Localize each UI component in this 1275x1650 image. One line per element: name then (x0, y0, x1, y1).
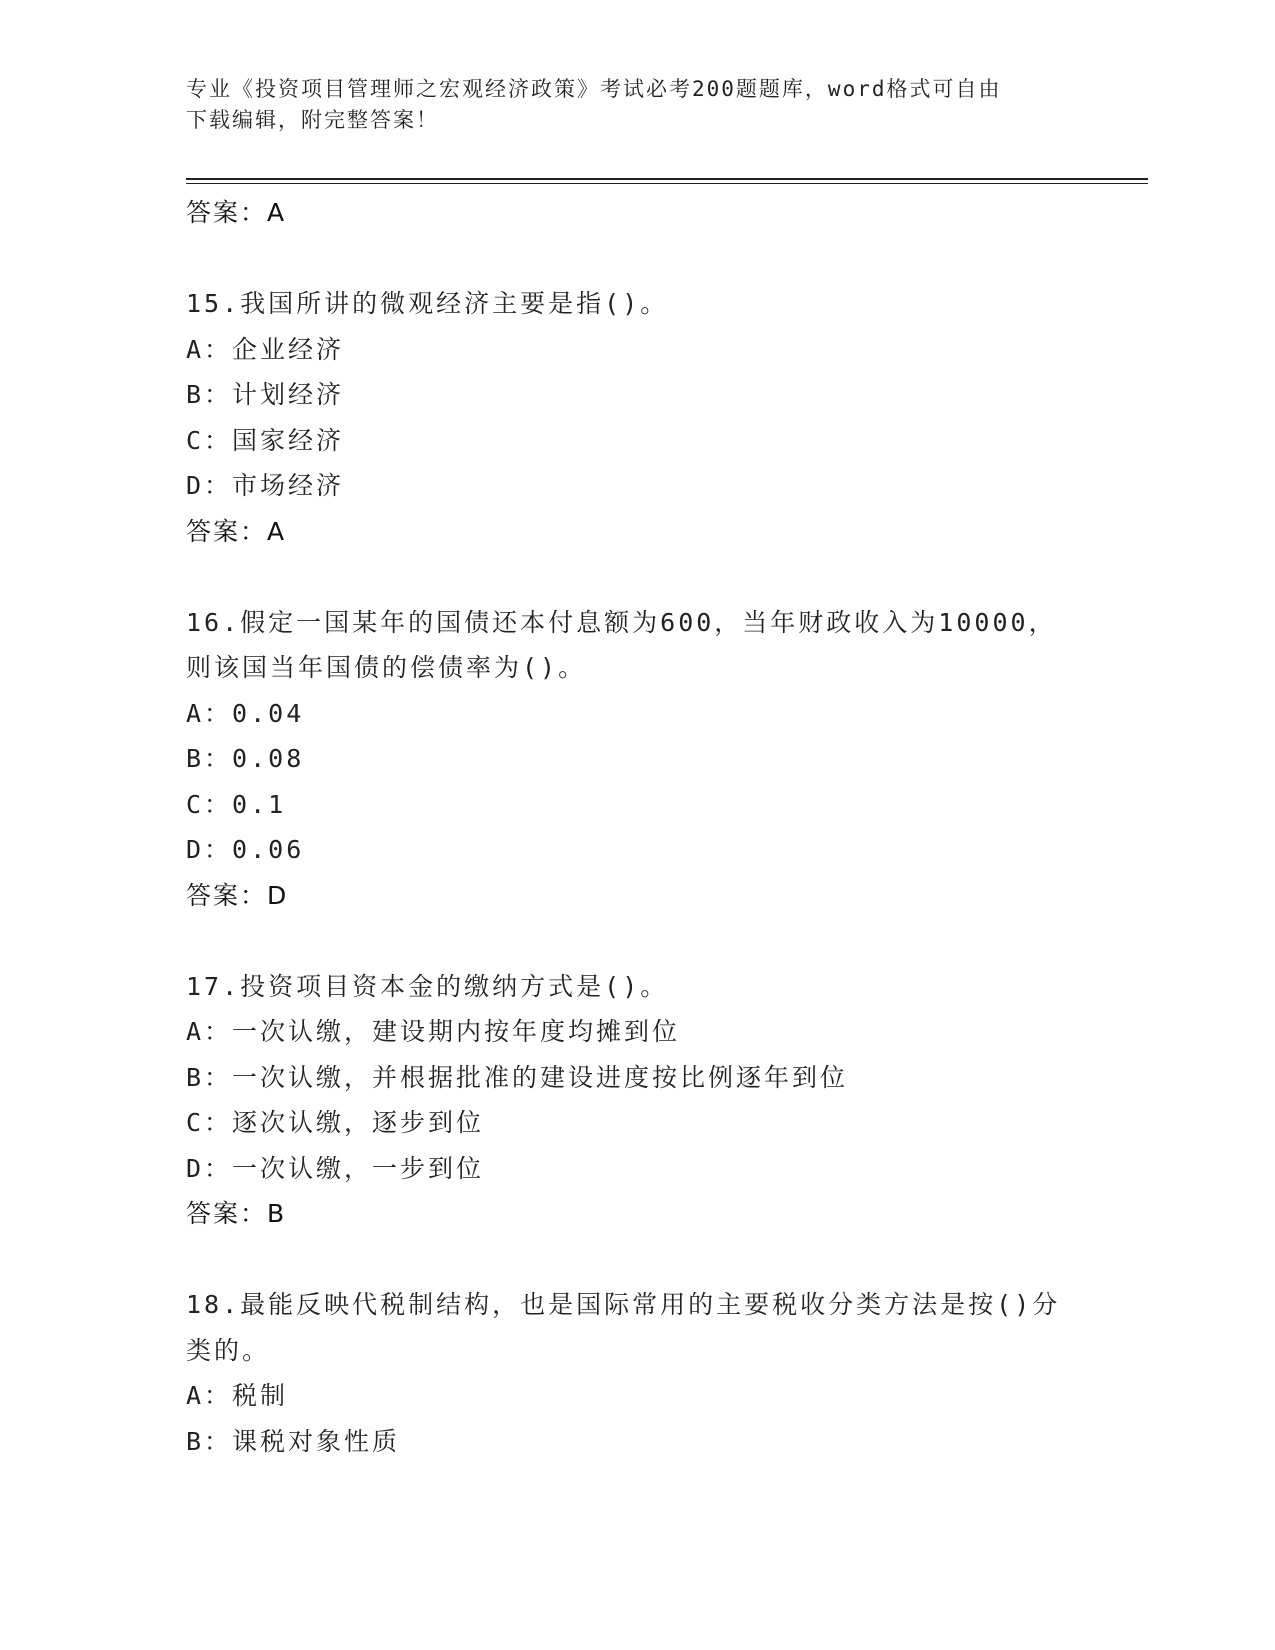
question-text-continued: 类的。 (186, 1335, 271, 1365)
option-d: D：一次认缴，一步到位 (186, 1153, 485, 1183)
option-a: A：0.04 (186, 698, 305, 728)
question-block (186, 1282, 1086, 1464)
option-c: C：0.1 (186, 789, 287, 819)
spacer (186, 236, 1086, 282)
spacer (186, 554, 1086, 600)
answer-line: 答案：D (186, 880, 289, 910)
answer-line: 答案：A (186, 516, 287, 546)
answer-line: 答案：A (186, 198, 287, 227)
spacer (186, 1237, 1086, 1283)
question-text: 15.我国所讲的微观经济主要是指()。 (186, 289, 669, 318)
option-b: B：课税对象性质 (186, 1426, 401, 1456)
spacer (186, 918, 1086, 964)
document-header (186, 74, 1086, 136)
option-b: B：一次认缴，并根据批准的建设进度按比例逐年到位 (186, 1062, 849, 1092)
option-a: A：一次认缴，建设期内按年度均摊到位 (186, 1017, 681, 1046)
option-d: D：0.06 (186, 835, 305, 864)
question-text: 18.最能反映代税制结构，也是国际常用的主要税收分类方法是按()分 (186, 1290, 1061, 1319)
question-block (186, 600, 1086, 919)
option-a: A：税制 (186, 1381, 289, 1410)
question-list (186, 190, 1086, 1464)
option-b: B：0.08 (186, 744, 305, 773)
option-c: C：国家经济 (186, 425, 345, 455)
option-d: D：市场经济 (186, 471, 345, 500)
header-line-2: 下载编辑，附完整答案！ (186, 108, 439, 132)
question-block (186, 281, 1086, 554)
question-block (186, 964, 1086, 1237)
header-divider-thick (186, 178, 1148, 180)
option-a: A：企业经济 (186, 334, 345, 364)
header-divider-thin (186, 183, 1148, 184)
option-b: B：计划经济 (186, 380, 345, 409)
answer-line: 答案：B (186, 1199, 287, 1228)
question-text: 16.假定一国某年的国债还本付息额为600，当年财政收入为10000， (186, 607, 1057, 637)
option-c: C：逐次认缴，逐步到位 (186, 1108, 485, 1137)
header-line-1: 专业《投资项目管理师之宏观经济政策》考试必考200题题库，word格式可自由 (186, 77, 1002, 101)
question-text-continued: 则该国当年国债的偿债率为()。 (186, 653, 587, 682)
question-text: 17.投资项目资本金的缴纳方式是()。 (186, 971, 669, 1001)
